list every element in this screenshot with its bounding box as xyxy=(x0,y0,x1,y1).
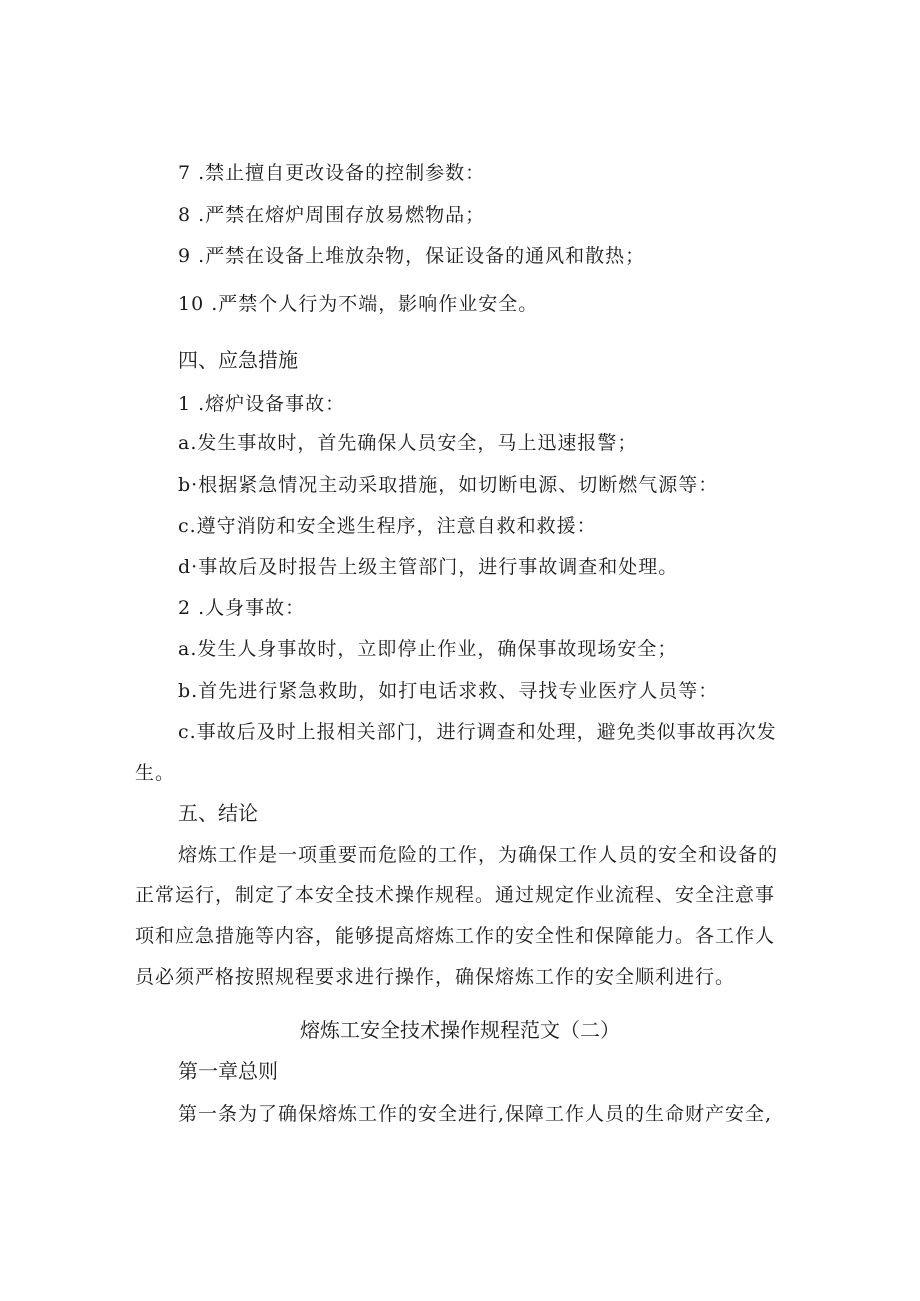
prohibition-item-10: 10 .严禁个人行为不端，影响作业安全。 xyxy=(178,293,539,315)
prohibition-item-9: 9 .严禁在设备上堆放杂物，保证设备的通风和散热； xyxy=(178,245,646,267)
chapter-1-heading: 第一章总则 xyxy=(178,1059,278,1083)
emergency-item-1-point-d: d·事故后及时报告上级主管部门，进行事故调查和处理。 xyxy=(178,556,679,578)
conclusion-line-2: 正常运行，制定了本安全技术操作规程。通过规定作业流程、安全注意事 xyxy=(135,884,776,906)
emergency-item-2-point-a: a.发生人身事故时，立即停止作业，确保事故现场安全； xyxy=(178,638,678,660)
conclusion-line-4: 员必须严格按照规程要求进行操作，确保熔炼工作的安全顺利进行。 xyxy=(135,966,736,988)
emergency-item-2-point-c: c.事故后及时上报相关部门，进行调查和处理，避免类似事故再次发 xyxy=(178,721,777,743)
section-4-heading: 四、应急措施 xyxy=(178,348,298,372)
conclusion-line-3: 项和应急措施等内容，能够提高熔炼工作的安全性和保障能力。各工作人 xyxy=(135,925,776,947)
emergency-item-2-title: 2 .人身事故： xyxy=(178,597,306,619)
emergency-item-1-title: 1 .熔炉设备事故： xyxy=(178,393,346,415)
document-title-part-2: 熔炼工安全技术操作规程范文（二） xyxy=(300,1018,620,1042)
emergency-item-1-point-a: a.发生事故时，首先确保人员安全，马上迅速报警； xyxy=(178,432,638,454)
conclusion-line-1: 熔炼工作是一项重要而危险的工作，为确保工作人员的安全和设备的 xyxy=(178,844,779,866)
section-5-heading: 五、结论 xyxy=(178,801,258,825)
emergency-item-2-point-c-cont: 生。 xyxy=(135,762,176,784)
emergency-item-1-point-c: c.遵守消防和安全逃生程序，注意自救和救援： xyxy=(178,515,597,537)
emergency-item-1-point-b: b·根据紧急情况主动采取措施，如切断电源、切断燃气源等： xyxy=(178,474,719,496)
prohibition-item-8: 8 .严禁在熔炉周围存放易燃物品； xyxy=(178,204,486,226)
prohibition-item-7: 7 .禁止擅自更改设备的控制参数： xyxy=(178,162,486,184)
emergency-item-2-point-b: b.首先进行紧急救助，如打电话求救、寻找专业医疗人员等： xyxy=(178,680,719,702)
article-1-line-1: 第一条为了确保熔炼工作的安全进行,保障工作人员的生命财产安全, xyxy=(178,1103,773,1125)
